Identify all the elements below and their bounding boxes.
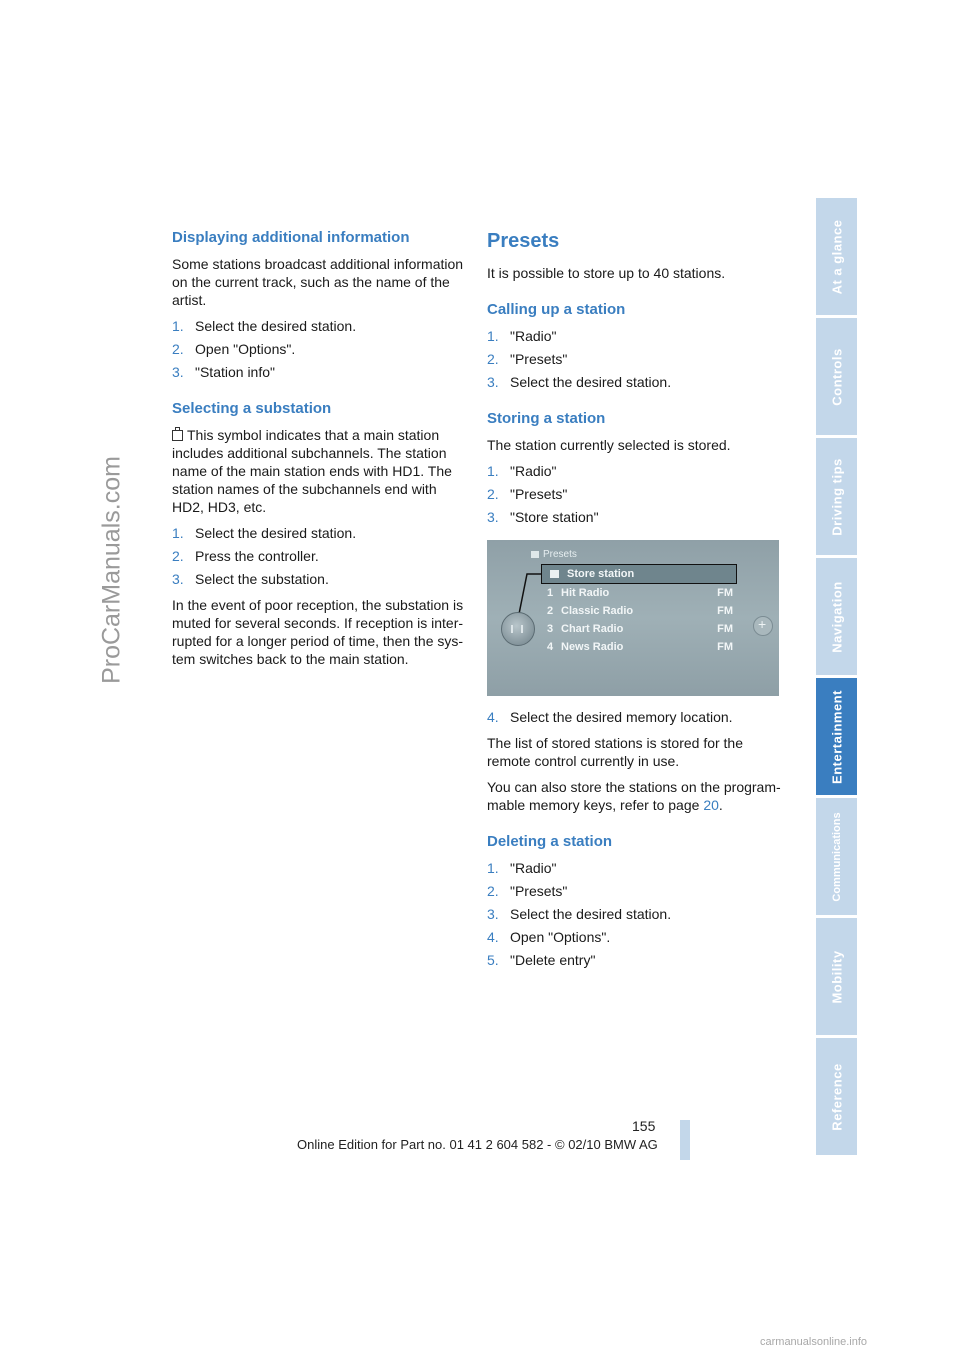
displaying-info-steps [172, 317, 468, 381]
step-number: 4. [487, 709, 499, 725]
presets-icon [531, 551, 539, 558]
storing-steps [487, 462, 783, 526]
step-text: Select the desired station. [195, 525, 357, 541]
table-row [547, 602, 733, 620]
page-number: 155 [632, 1118, 656, 1134]
preset-name: Hit Radio [561, 587, 610, 599]
right-column [487, 228, 783, 977]
storing-note-2 [487, 778, 783, 814]
list-item [487, 859, 783, 877]
preset-name: News Radio [561, 641, 624, 653]
step-text: "Store station" [510, 509, 599, 525]
substation-intro [172, 426, 468, 516]
step-text: Select the desired station. [510, 906, 672, 922]
controller-knob-icon [501, 612, 535, 646]
chapter-tabs [816, 198, 857, 1158]
step-text: Open "Options". [510, 929, 611, 945]
tab-label: Reference [829, 1062, 844, 1131]
screen-header-label: Presets [543, 549, 577, 560]
list-item [172, 317, 468, 335]
multicast-symbol-icon [172, 430, 183, 441]
step-number: 2. [487, 883, 499, 899]
list-item [172, 570, 468, 588]
list-item [487, 485, 783, 503]
tab-label: At a glance [829, 219, 844, 294]
list-item [487, 373, 783, 391]
list-item [487, 508, 783, 526]
preset-index: 1 [547, 587, 554, 599]
storing-step-4 [487, 708, 783, 726]
step-number: 3. [172, 364, 184, 380]
left-column [172, 228, 468, 676]
heading-selecting-substation: Selecting a substation [172, 400, 332, 417]
tab-controls[interactable] [816, 318, 857, 435]
step-text: Open "Options". [195, 341, 296, 357]
tab-label: Mobility [829, 949, 844, 1004]
step-text: "Radio" [510, 860, 557, 876]
table-row [547, 584, 733, 602]
list-item [487, 462, 783, 480]
heading-deleting-station: Deleting a station [487, 833, 613, 850]
preset-band: FM [717, 605, 733, 617]
table-row [547, 638, 733, 656]
list-item [172, 340, 468, 358]
step-text: "Radio" [510, 463, 557, 479]
list-item [487, 928, 783, 946]
step-number: 3. [487, 509, 499, 525]
note-text: You can also store the stations on the program-mable memory keys, refer to page [487, 779, 781, 813]
list-item [487, 951, 783, 969]
tab-navigation[interactable] [816, 558, 857, 675]
tab-at-a-glance[interactable] [816, 198, 857, 315]
step-text: "Presets" [510, 883, 568, 899]
side-watermark: ProCarManuals.com [97, 456, 126, 684]
storing-note-1: The list of stored stations is stored for the remote control currently in use. [487, 735, 744, 769]
preset-index: 3 [547, 623, 554, 635]
step-number: 4. [487, 929, 499, 945]
step-number: 2. [172, 548, 184, 564]
tab-reference[interactable] [816, 1038, 857, 1155]
tab-label: Communications [830, 811, 843, 902]
tab-label: Navigation [829, 580, 844, 653]
step-number: 1. [172, 318, 184, 334]
list-item [487, 327, 783, 345]
screen-rows [547, 564, 733, 656]
substation-outro: In the event of poor reception, the substation is muted for several seconds. If reception is inter-rupted for a longer period of time, then the sys-tem switches back to the main station. [172, 597, 464, 667]
tab-communications[interactable] [816, 798, 857, 915]
footer-text: Online Edition for Part no. 01 41 2 604 582 - © 02/10 BMW AG [297, 1137, 658, 1152]
step-number: 3. [487, 374, 499, 390]
deleting-steps [487, 859, 783, 969]
footer-marker [680, 1120, 690, 1160]
table-row [547, 620, 733, 638]
step-number: 1. [487, 463, 499, 479]
list-item [487, 905, 783, 923]
storing-intro: The station currently selected is stored. [487, 437, 731, 453]
tab-driving-tips[interactable] [816, 438, 857, 555]
list-item [172, 363, 468, 381]
heading-displaying-info: Displaying additional information [172, 229, 410, 246]
preset-index: 2 [547, 605, 554, 617]
step-number: 2. [487, 486, 499, 502]
heading-presets: Presets [487, 230, 560, 252]
step-text: "Radio" [510, 328, 557, 344]
step-number: 1. [487, 860, 499, 876]
preset-index: 4 [547, 641, 554, 653]
store-icon [550, 570, 559, 578]
list-item [487, 350, 783, 368]
tab-label: Driving tips [829, 457, 844, 536]
step-number: 3. [172, 571, 184, 587]
step-number: 5. [487, 952, 499, 968]
step-number: 2. [172, 341, 184, 357]
step-number: 1. [487, 328, 499, 344]
step-text: "Presets" [510, 351, 568, 367]
calling-steps [487, 327, 783, 391]
heading-calling-station: Calling up a station [487, 301, 626, 318]
step-text: "Station info" [195, 364, 275, 380]
list-item [487, 882, 783, 900]
note-text-end: . [718, 797, 723, 813]
presets-screen-illustration [487, 540, 779, 696]
page-link[interactable]: 20 [703, 797, 719, 813]
step-number: 3. [487, 906, 499, 922]
tab-mobility[interactable] [816, 918, 857, 1035]
list-item [172, 524, 468, 542]
preset-band: FM [717, 641, 733, 653]
store-station-label: Store station [567, 568, 635, 580]
tab-label: Entertainment [829, 689, 844, 784]
preset-band: FM [717, 623, 733, 635]
step-number: 2. [487, 351, 499, 367]
step-text: Select the desired memory location. [510, 709, 733, 725]
bottom-watermark: carmanualsonline.info [760, 1336, 868, 1348]
presets-intro: It is possible to store up to 40 stations. [487, 265, 726, 281]
substation-intro-text: This symbol indicates that a main station includes additional subchannels. The station name of the main station ends with HD1. The station names of the subchannels end with HD2, HD3, etc. [172, 427, 452, 515]
list-item [172, 547, 468, 565]
displaying-info-intro: Some stations broadcast additional information on the current track, such as the name of the artist. [172, 256, 464, 308]
step-text: "Presets" [510, 486, 568, 502]
list-item [487, 708, 783, 726]
step-text: Select the desired station. [195, 318, 357, 334]
preset-name: Classic Radio [561, 605, 634, 617]
step-number: 1. [172, 525, 184, 541]
step-text: Press the controller. [195, 548, 319, 564]
step-text: "Delete entry" [510, 952, 596, 968]
preset-band: FM [717, 587, 733, 599]
heading-storing-station: Storing a station [487, 410, 606, 427]
screen-header [531, 546, 577, 564]
step-text: Select the substation. [195, 571, 329, 587]
store-station-row [541, 564, 737, 584]
tab-entertainment[interactable] [816, 678, 857, 795]
substation-steps [172, 524, 468, 588]
preset-name: Chart Radio [561, 623, 624, 635]
plus-knob-icon [753, 616, 773, 636]
step-text: Select the desired station. [510, 374, 672, 390]
tab-label: Controls [829, 347, 844, 406]
